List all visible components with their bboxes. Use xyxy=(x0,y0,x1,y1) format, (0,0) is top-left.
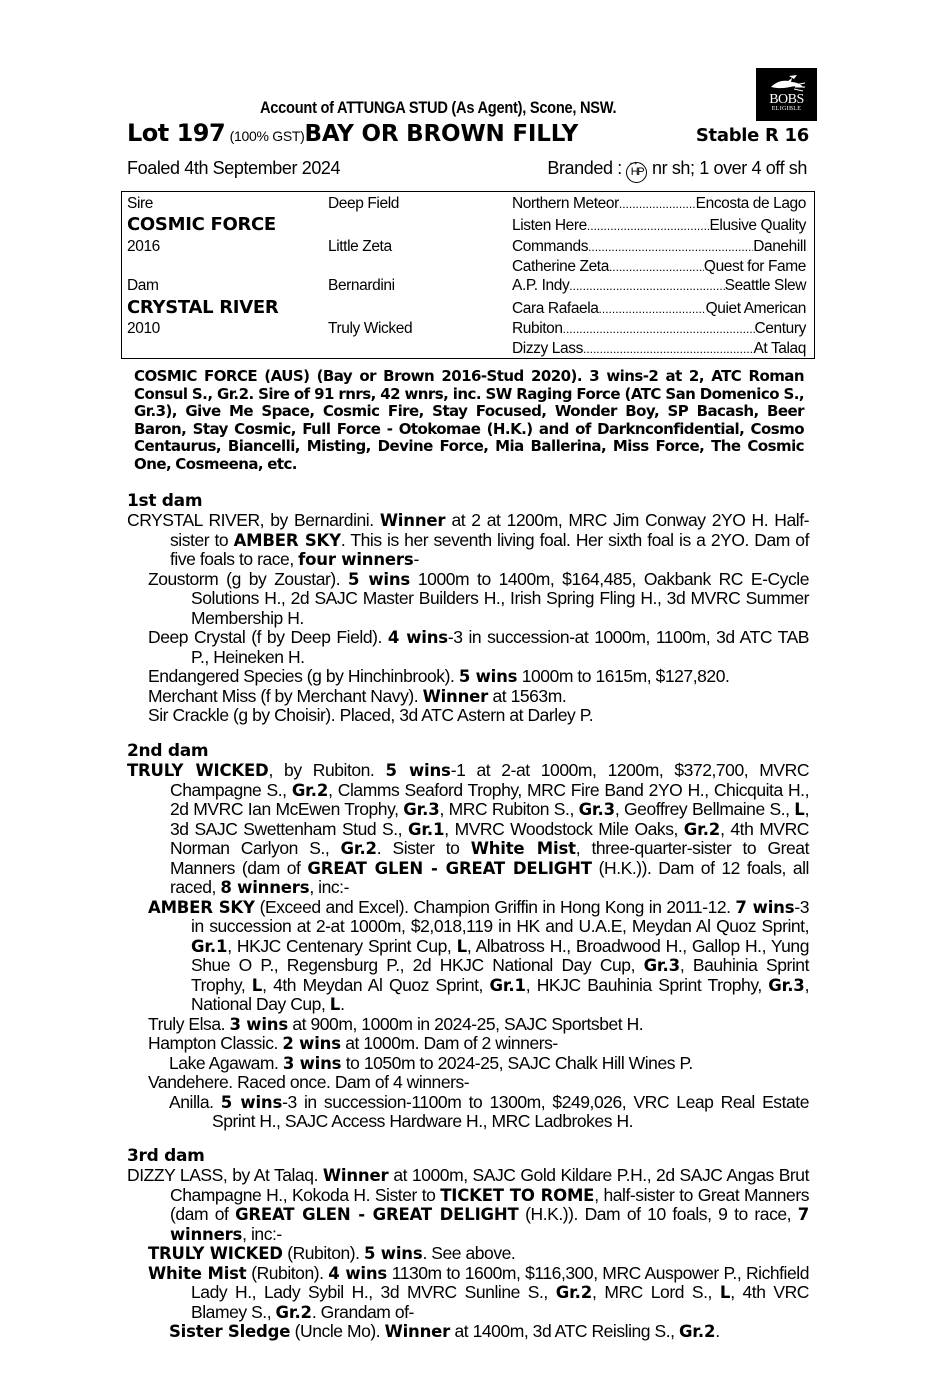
emphasis-text: Gr.2 xyxy=(678,1322,716,1341)
record-text: , 3d SAJC Swettenham Stud S., xyxy=(170,799,809,839)
third-gen-dam-sire: Quest for Fame xyxy=(703,258,806,275)
record-text: . Sister to xyxy=(376,838,471,858)
record-text: -3 in succession-at 1000m, 1100m, 3d ATC TAB P., Heineken H. xyxy=(191,627,810,667)
pedigree-third-gen-row xyxy=(512,300,806,318)
record-text: , HKJC Centenary Sprint Cup, xyxy=(227,935,457,956)
record-text: , by Rubiton. xyxy=(268,760,386,780)
lot-line xyxy=(127,119,809,151)
emphasis-text: L xyxy=(719,1283,731,1302)
leader-dots xyxy=(609,258,704,276)
third-gen-sire: A.P. Indy xyxy=(512,277,570,294)
race-record-entry xyxy=(127,511,809,570)
emphasis-text: L xyxy=(456,936,467,956)
emphasis-text: 7 winners xyxy=(170,1205,809,1244)
lot-number: Lot 197 xyxy=(127,119,226,147)
record-text: (H.K.)). Dam of 12 foals, all raced, xyxy=(170,857,809,897)
record-text: Sir Crackle (g by Choisir). Placed, 3d ATC Astern at Darley P. xyxy=(148,705,594,725)
race-record-entry xyxy=(127,1015,809,1035)
pedigree-third-gen-row xyxy=(512,340,806,358)
record-text: , Bauhinia Sprint Trophy, xyxy=(191,955,809,995)
section-heading: 3rd dam xyxy=(127,1146,205,1166)
horse-description: BAY OR BROWN FILLY xyxy=(304,121,579,147)
sire-name: COSMIC FORCE xyxy=(127,214,276,235)
third-gen-sire: Cara Rafaela xyxy=(512,300,599,317)
third-gen-dam-sire: Elusive Quality xyxy=(709,217,806,234)
record-text: (Uncle Mo). xyxy=(290,1321,385,1341)
emphasis-text: GREAT GLEN - GREAT DELIGHT xyxy=(307,858,592,878)
race-record-entry xyxy=(127,570,809,629)
sire-summary: COSMIC FORCE (AUS) (Bay or Brown 2016-Stud 2020). 3 wins-2 at 2, ATC Roman Consul S., Gr.2. Sire of 91 rnrs, 42 wnrs, inc. SW Raging Force (ATC San Domenico S., Gr.3), Give Me Space, Cosmic Fire, Stay Focused, Wonder Boy, SP Bacash, Beer Baron, Stay Cosmic, Full Force - Otokomae (H.K.) and of Darknconfidential, Cosmo Centaurus, Biancelli, Misting, Devine Force, Mia Ballerina, Miss Force, The Cosmic One, Cosmeena, etc. xyxy=(134,367,804,473)
record-text: Hampton Classic. xyxy=(148,1033,283,1053)
emphasis-text: Gr.2 xyxy=(275,1302,312,1322)
emphasis-text: 8 winners xyxy=(220,878,310,897)
record-text: Lake Agawam. xyxy=(169,1052,283,1073)
record-text: . See above. xyxy=(422,1243,516,1263)
emphasis-text: 7 wins xyxy=(735,897,795,917)
emphasis-text: four winners xyxy=(298,550,414,569)
leader-dots xyxy=(583,340,754,358)
first-dam-section xyxy=(127,491,809,726)
stable-location: Stable R 16 xyxy=(695,125,809,146)
dam-entries xyxy=(127,1166,809,1342)
pedigree-third-gen-row xyxy=(512,217,806,235)
third-gen-dam-sire: At Talaq xyxy=(753,340,806,357)
leader-dots xyxy=(587,217,710,235)
dam-dam: Truly Wicked xyxy=(328,320,413,337)
record-text: to 1050m to 2024-25, SAJC Chalk Hill Wines P. xyxy=(341,1052,693,1073)
race-record-entry xyxy=(127,628,809,667)
logo-subtext: ELIGIBLE xyxy=(771,106,802,112)
race-record-entry xyxy=(127,1093,809,1132)
third-gen-sire: Commands xyxy=(512,238,589,255)
emphasis-text: White Mist xyxy=(470,839,576,858)
emphasis-text: 5 wins xyxy=(363,1244,423,1263)
pedigree-third-gen-row xyxy=(512,320,806,338)
record-text: (Rubiton). xyxy=(282,1243,364,1263)
record-text: , inc:- xyxy=(309,877,349,897)
branded-label: Branded : xyxy=(547,158,622,178)
leader-dots xyxy=(563,320,755,338)
dam-label: Dam xyxy=(127,277,159,294)
dam-entries xyxy=(127,511,809,726)
emphasis-text: Sister Sledge xyxy=(169,1322,291,1341)
race-record-entry xyxy=(127,1073,809,1093)
bobs-eligible-logo xyxy=(756,68,817,121)
race-record-entry xyxy=(127,1054,809,1074)
horse-head-icon xyxy=(767,73,807,93)
record-text: Zoustorm (g by Zoustar). xyxy=(148,568,349,589)
emphasis-text: AMBER SKY xyxy=(148,897,255,917)
sire-sire: Deep Field xyxy=(328,195,399,212)
emphasis-text: L xyxy=(329,995,341,1014)
record-text: (Exceed and Excel). Champion Griffin in Hong Kong in 2011-12. xyxy=(254,896,736,917)
record-text: , three-quarter-sister to Great Manners (dam of xyxy=(170,838,809,878)
third-gen-dam-sire: Quiet American xyxy=(705,300,806,317)
record-text: (Rubiton). xyxy=(246,1262,329,1283)
pedigree-table xyxy=(121,191,815,359)
emphasis-text: 3 wins xyxy=(229,1014,288,1034)
branded-text: nr sh; 1 over 4 off sh xyxy=(652,158,807,178)
emphasis-text: 4 wins xyxy=(387,628,448,647)
record-text: , Albatross H., Broadwood H., Gallop H., Yung Shue O P., Regensburg P., 2d HKJC National Day Cup, xyxy=(191,935,809,975)
record-text: -3 in succession-1100m to 1300m, $249,026, VRC Leap Real Estate Sprint H., SAJC Access Hardware H., MRC Ladbrokes H. xyxy=(212,1091,809,1131)
record-text: , HKJC Bauhinia Sprint Trophy, xyxy=(525,974,769,995)
emphasis-text: Gr.2 xyxy=(555,1283,593,1302)
brand-arrow-icon: → xyxy=(627,154,640,168)
record-text: at 1000m. Dam of 2 winners- xyxy=(340,1033,558,1053)
record-text: , half-sister to Great Manners (dam of xyxy=(170,1184,809,1224)
record-text: , inc:- xyxy=(242,1223,282,1244)
record-text: Endangered Species (g by Hinchinbrook). xyxy=(148,666,459,686)
sire-year: 2016 xyxy=(127,238,160,255)
third-gen-dam-sire: Danehill xyxy=(753,238,806,255)
emphasis-text: L xyxy=(251,975,263,995)
record-text: , Clamms Seaford Trophy, MRC Fire Band 2YO H., Chicquita H., 2d MVRC Ian McEwen Trophy, xyxy=(170,779,810,819)
third-dam-section xyxy=(127,1146,809,1342)
record-text: , MVRC Woodstock Mile Oaks, xyxy=(444,818,684,839)
foaled-date: Foaled 4th September 2024 xyxy=(127,158,341,178)
sire-dam: Little Zeta xyxy=(328,238,392,255)
brand-info xyxy=(547,154,807,183)
record-text: at 1563m. xyxy=(488,685,567,706)
emphasis-text: Gr.2 xyxy=(683,819,721,839)
pedigree-third-gen-row xyxy=(512,238,806,256)
race-record-entry xyxy=(127,1166,809,1244)
race-record-entry xyxy=(127,1322,809,1342)
record-text: Merchant Miss (f by Merchant Navy). xyxy=(148,685,423,706)
second-dam-section xyxy=(127,741,809,1132)
record-text: , Geoffrey Bellmaine S., xyxy=(614,799,795,819)
record-text: . xyxy=(340,994,345,1014)
record-text: Truly Elsa. xyxy=(148,1013,230,1034)
vendor-account: Account of ATTUNGA STUD (As Agent), Scone, NSW. xyxy=(260,98,617,117)
race-record-entry xyxy=(127,687,809,707)
sire-label: Sire xyxy=(127,195,153,212)
emphasis-text: L xyxy=(794,800,805,819)
third-gen-sire: Northern Meteor xyxy=(512,195,619,212)
section-heading: 1st dam xyxy=(127,491,203,511)
dam-year: 2010 xyxy=(127,320,160,337)
record-text: at 1000m, SAJC Gold Kildare P.H., 2d SAJC Angas Brut Champagne H., Kokoda H. Sister to xyxy=(170,1165,810,1205)
emphasis-text: Gr.1 xyxy=(407,819,445,839)
record-text: CRYSTAL RIVER, by Bernardini. xyxy=(127,510,380,530)
dam-entries xyxy=(127,761,809,1132)
emphasis-text: 2 wins xyxy=(282,1034,341,1053)
record-text: , 4th VRC Blamey S., xyxy=(191,1282,809,1322)
emphasis-text: GREAT GLEN - GREAT DELIGHT xyxy=(235,1205,519,1224)
emphasis-text: TRULY WICKED xyxy=(127,761,269,780)
pedigree-third-gen-row xyxy=(512,277,806,295)
record-text: . This is her seventh living foal. Her sixth foal is a 2YO. Dam of five foals to race, xyxy=(170,529,809,569)
emphasis-text: TRULY WICKED xyxy=(148,1244,283,1263)
race-record-entry xyxy=(127,706,809,726)
record-text: 1000m to 1400m, $164,485, Oakbank RC E-Cycle Solutions H., 2d SAJC Master Builders H., Irish Spring Fling H., 3d MVRC Summer Membership H. xyxy=(191,568,809,628)
record-text: , 4th MVRC Norman Carlyon S., xyxy=(170,818,809,858)
record-text: 1000m to 1615m, $127,820. xyxy=(517,666,730,686)
third-gen-sire: Rubiton xyxy=(512,320,563,337)
emphasis-text: Gr.2 xyxy=(340,839,377,858)
third-gen-sire: Dizzy Lass xyxy=(512,340,583,357)
emphasis-text: Gr.3 xyxy=(643,956,680,975)
emphasis-text: Winner xyxy=(422,686,489,706)
race-record-entry xyxy=(127,1034,809,1054)
record-text: -1 at 2-at 1000m, 1200m, $372,700, MVRC Champagne S., xyxy=(170,760,810,800)
record-text: DIZZY LASS, by At Talaq. xyxy=(127,1165,323,1185)
record-text: . Grandam of- xyxy=(311,1301,414,1322)
race-record-entry xyxy=(127,1264,809,1323)
emphasis-text: 5 wins xyxy=(385,761,451,780)
brand-symbol-text: HP xyxy=(630,166,644,178)
leader-dots xyxy=(588,238,753,256)
record-text: -3 in succession at 2-at 1000m, $2,018,119 in HK and U.A.E, Meydan Al Quoz Sprint, xyxy=(191,896,810,936)
record-text: Vandehere. Raced once. Dam of 4 winners- xyxy=(148,1072,470,1092)
emphasis-text: 4 wins xyxy=(328,1263,388,1283)
logo-text: BOBS xyxy=(769,92,804,107)
brand-symbol-icon xyxy=(626,154,647,183)
third-gen-sire: Catherine Zeta xyxy=(512,258,609,275)
emphasis-text: 5 wins xyxy=(220,1092,283,1112)
emphasis-text: Gr.1 xyxy=(191,936,228,956)
third-gen-dam-sire: Encosta de Lago xyxy=(695,195,806,212)
section-heading: 2nd dam xyxy=(127,741,209,761)
emphasis-text: Winner xyxy=(379,511,446,530)
pedigree-third-gen-row xyxy=(512,258,806,276)
emphasis-text: 5 wins xyxy=(458,667,518,686)
pedigree-third-gen-row xyxy=(512,195,806,213)
record-text: , 4th Meydan Al Quoz Sprint, xyxy=(262,974,490,995)
record-text: (H.K.)). Dam of 10 foals, 9 to race, xyxy=(518,1204,798,1224)
record-text: , National Day Cup, xyxy=(191,974,809,1014)
third-gen-dam-sire: Century xyxy=(754,320,806,337)
record-text: at 2 at 1200m, MRC Jim Conway 2YO H. Half-sister to xyxy=(170,510,809,550)
record-text: , MRC Rubiton S., xyxy=(439,799,579,819)
emphasis-text: Gr.3 xyxy=(768,975,805,995)
leader-dots xyxy=(619,195,696,213)
race-record-entry xyxy=(127,1244,809,1264)
dam-sire: Bernardini xyxy=(328,277,395,294)
emphasis-text: AMBER SKY xyxy=(233,530,341,550)
race-record-entry xyxy=(127,761,809,898)
race-record-entry xyxy=(127,667,809,687)
leader-dots xyxy=(569,277,724,295)
record-text: 1130m to 1600m, $116,300, MRC Auspower P., Richfield Lady H., Lady Sybil H., 3d MVRC Sunline S., xyxy=(191,1262,809,1302)
record-text: , MRC Lord S., xyxy=(592,1282,720,1302)
emphasis-text: Winner xyxy=(322,1166,389,1185)
record-text: at 900m, 1000m in 2024-25, SAJC Sportsbet H. xyxy=(287,1013,644,1034)
race-record-entry xyxy=(127,898,809,1015)
dam-name: CRYSTAL RIVER xyxy=(127,297,279,318)
third-gen-sire: Listen Here xyxy=(512,217,587,234)
emphasis-text: Gr.3 xyxy=(403,800,440,819)
emphasis-text: 3 wins xyxy=(282,1053,342,1073)
emphasis-text: 5 wins xyxy=(348,569,411,589)
emphasis-text: Gr.2 xyxy=(291,780,329,800)
record-text: . xyxy=(715,1321,720,1341)
record-text: Deep Crystal (f by Deep Field). xyxy=(148,627,388,647)
emphasis-text: Gr.3 xyxy=(578,800,615,819)
emphasis-text: White Mist xyxy=(148,1263,247,1283)
leader-dots xyxy=(599,300,706,318)
emphasis-text: Gr.1 xyxy=(489,975,526,995)
emphasis-text: Winner xyxy=(384,1322,451,1341)
record-text: Anilla. xyxy=(169,1091,221,1112)
record-text: - xyxy=(413,549,419,569)
third-gen-dam-sire: Seattle Slew xyxy=(724,277,806,294)
gst-note: (100% GST) xyxy=(229,128,305,144)
record-text: at 1400m, 3d ATC Reisling S., xyxy=(450,1321,679,1341)
emphasis-text: TICKET TO ROME xyxy=(440,1185,595,1205)
